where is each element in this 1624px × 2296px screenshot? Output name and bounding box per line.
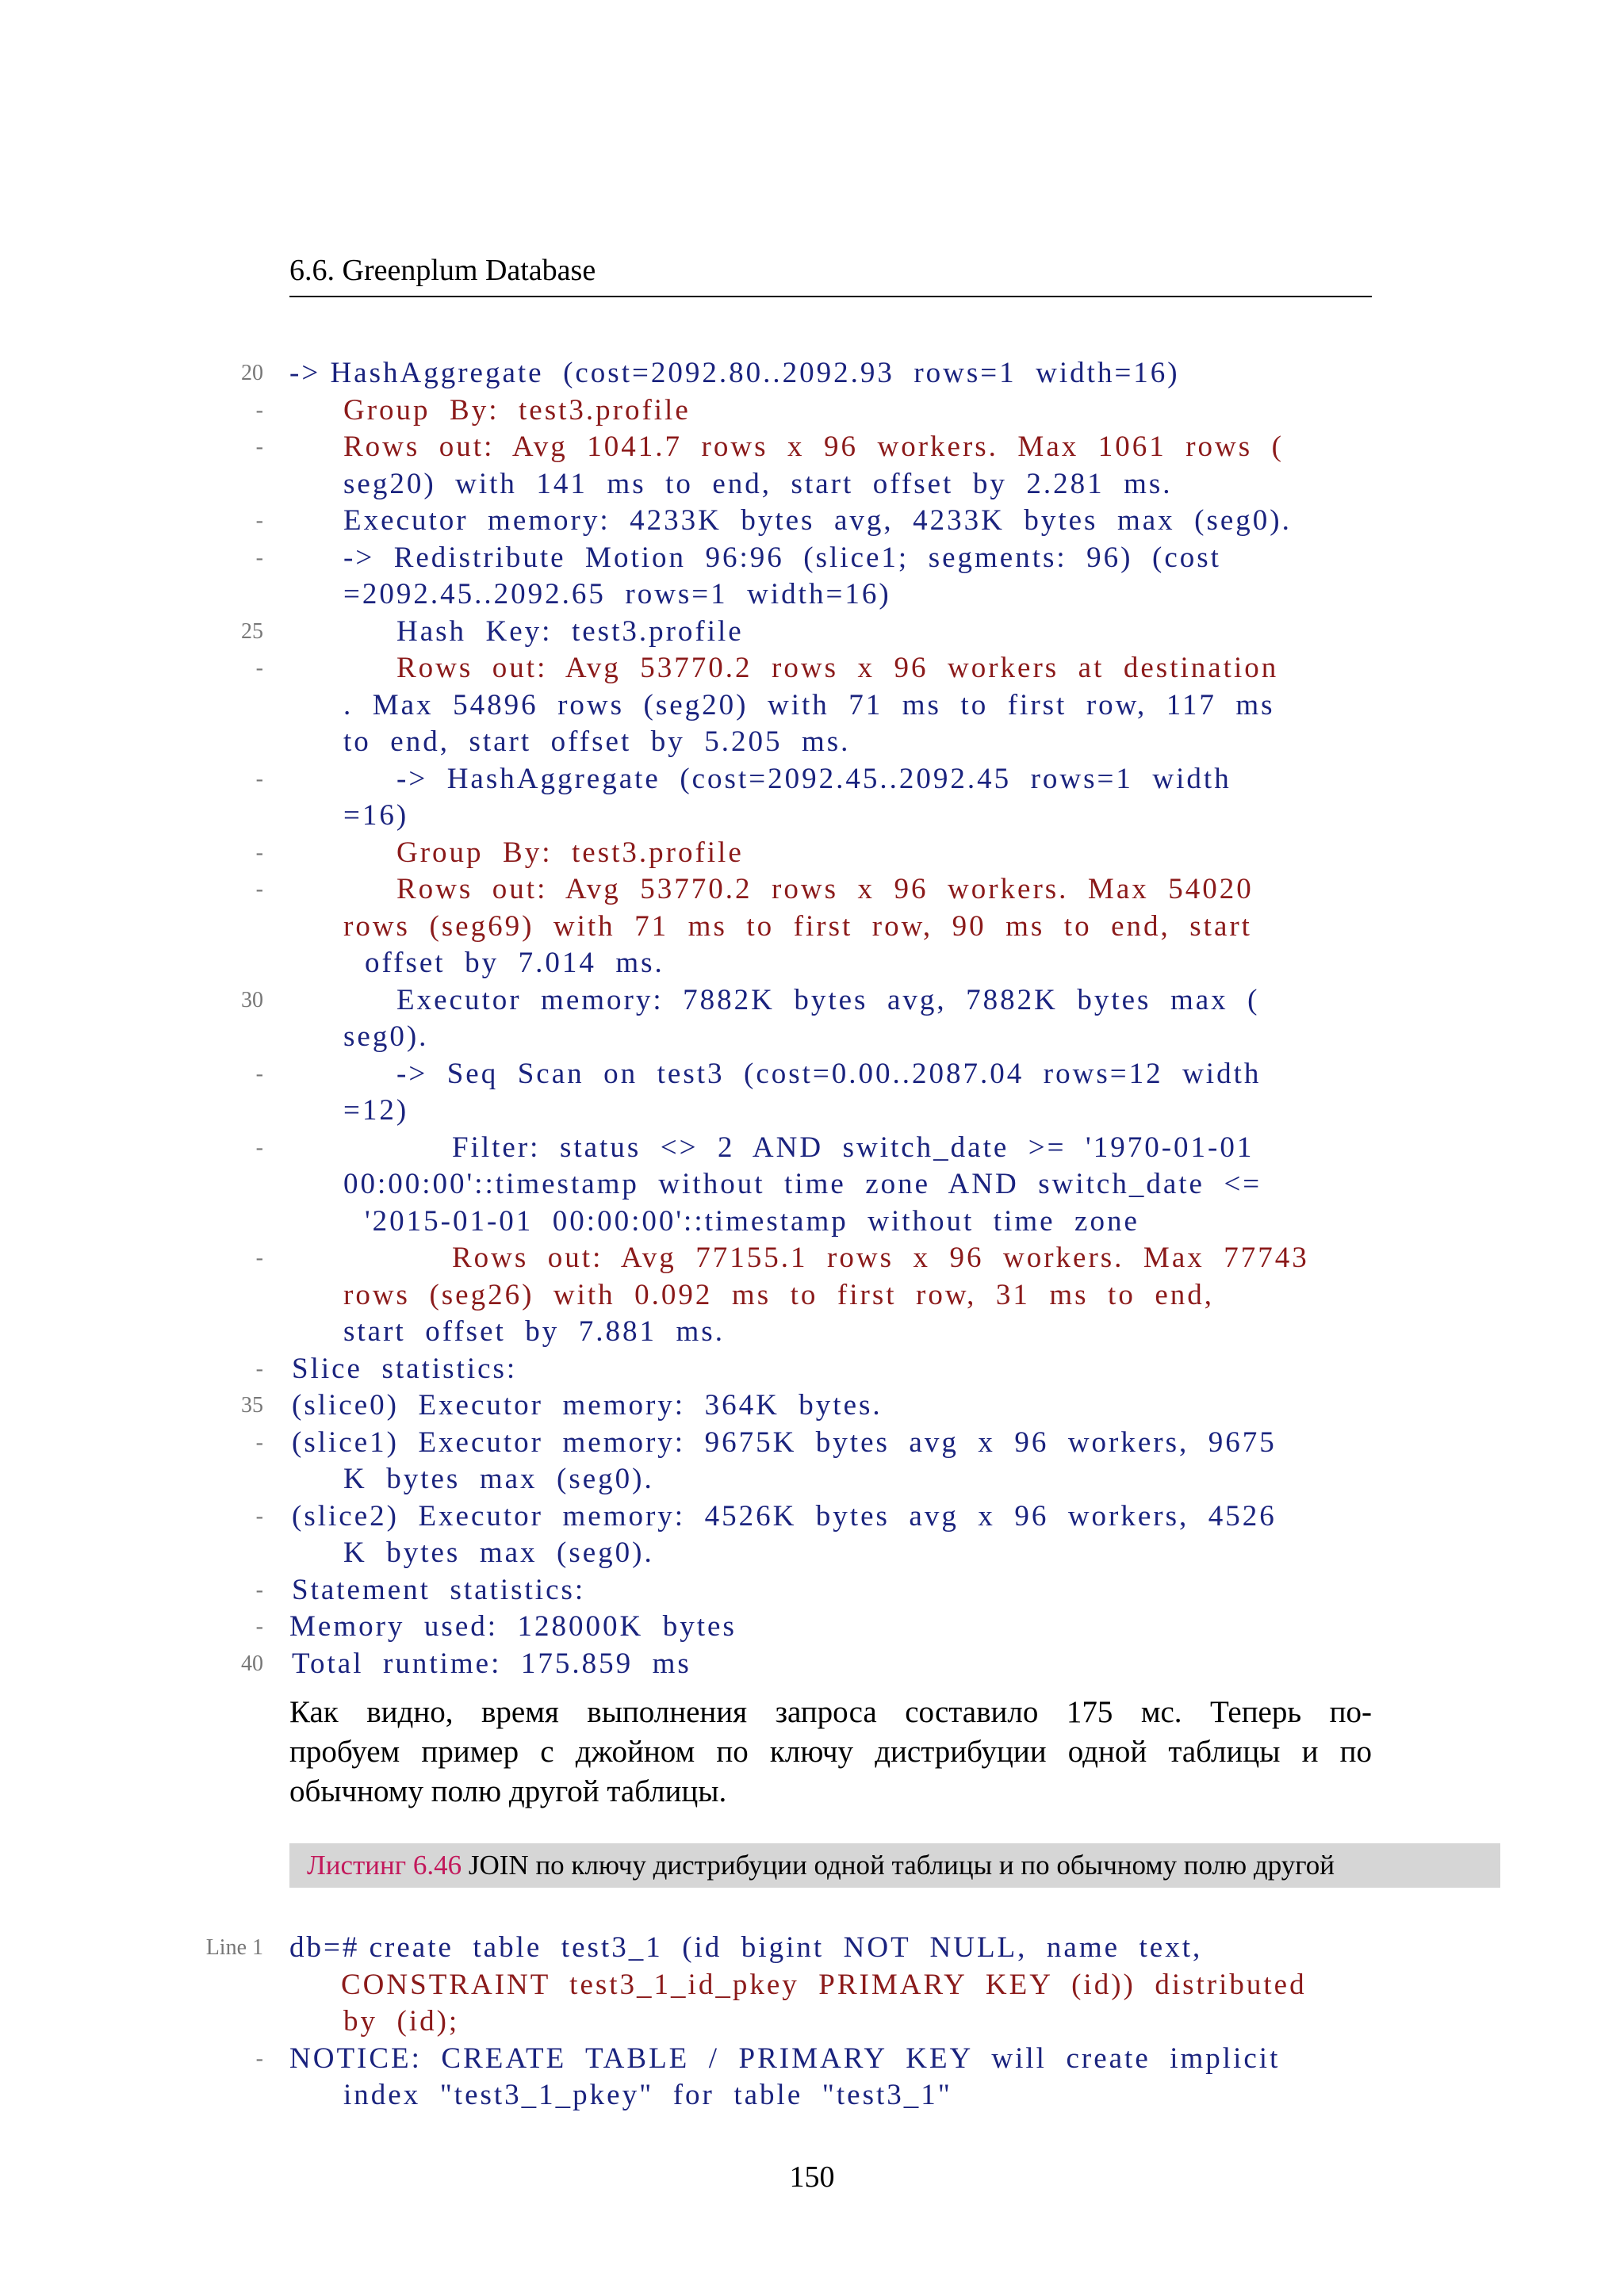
code-text: by (id);: [343, 2005, 460, 2038]
code-line: [0, 614, 1624, 650]
code-text: offset by 7.014 ms.: [365, 947, 665, 979]
code-line: [0, 1535, 1624, 1571]
code-line: [0, 2041, 1624, 2077]
code-line: [0, 687, 1624, 724]
code-line: [0, 761, 1624, 798]
code-text: -> HashAggregate (cost=2092.45..2092.45 rows=1 width: [396, 762, 1231, 795]
code-text: start offset by 7.881 ms.: [343, 1315, 725, 1348]
code-text: =12): [343, 1094, 409, 1127]
code-text: CONSTRAINT test3_1_id_pkey PRIMARY KEY (id)) distributed: [341, 1968, 1307, 2001]
line-number: 25: [241, 618, 263, 644]
code-text: Memory used: 128000K bytes: [289, 1610, 737, 1643]
line-number: -: [255, 2045, 263, 2071]
code-line: [0, 1019, 1624, 1055]
line-number: -: [255, 1246, 263, 1270]
line-number: -: [255, 1135, 263, 1160]
code-text: seg0).: [343, 1020, 429, 1053]
code-text: (slice1) Executor memory: 9675K bytes avg x 96 workers, 9675: [292, 1425, 1277, 1459]
code-text: Executor memory: 4233K bytes avg, 4233K bytes max (seg0).: [343, 504, 1292, 537]
line-number: 20: [241, 361, 263, 385]
listing-caption-bar: [289, 1843, 1500, 1888]
code-text: Slice statistics:: [292, 1352, 518, 1385]
listing-caption-label: Листинг 6.46: [307, 1850, 462, 1881]
code-line: [0, 1203, 1624, 1240]
code-line: [0, 798, 1624, 834]
code-line: [0, 1166, 1624, 1203]
line-number: -: [255, 1614, 263, 1639]
code-line: [0, 835, 1624, 871]
code-text: Executor memory: 7882K bytes avg, 7882K bytes max (: [396, 983, 1260, 1016]
line-number: 30: [241, 987, 263, 1012]
code-text: =2092.45..2092.65 rows=1 width=16): [343, 578, 891, 610]
code-line: [0, 1461, 1624, 1498]
code-line: [0, 1930, 1624, 1966]
code-text: Rows out: Avg 53770.2 rows x 96 workers at destination: [396, 652, 1279, 684]
code-text: seg20) with 141 ms to end, start offset by 2.281 ms.: [343, 467, 1173, 500]
code-line: [0, 945, 1624, 982]
code-line: [0, 650, 1624, 687]
code-text: . Max 54896 rows (seg20) with 71 ms to first row, 117 ms: [343, 688, 1275, 721]
code-text: Group By: test3.profile: [343, 393, 691, 427]
code-line: [0, 724, 1624, 760]
line-number: -: [255, 1577, 263, 1602]
code-text: Rows out: Avg 77155.1 rows x 96 workers. Max 77743: [452, 1242, 1309, 1274]
code-text: -> Redistribute Motion 96:96 (slice1; segments: 96) (cost: [343, 541, 1221, 574]
listing-caption-text: JOIN по ключу дистрибуции одной таблицы и по обычному полю другой: [462, 1850, 1335, 1881]
code-text: Rows out: Avg 53770.2 rows x 96 workers. Max 54020: [396, 873, 1254, 905]
code-text: Hash Key: test3.profile: [396, 614, 744, 648]
page-number: 150: [789, 2160, 835, 2194]
code-text: 00:00:00'::timestamp without time zone AND switch_date <=: [343, 1168, 1262, 1200]
line-number: -: [255, 1503, 263, 1529]
code-text: (slice2) Executor memory: 4526K bytes avg x 96 workers, 4526: [292, 1499, 1277, 1533]
code-text: Rows out: Avg 1041.7 rows x 96 workers. Max 1061 rows (: [343, 430, 1284, 463]
paragraph-line: Как видно, время выполнения запроса составило 175 мс. Теперь по-: [289, 1695, 1372, 1729]
code-line: [0, 1056, 1624, 1093]
code-text: -> HashAggregate (cost=2092.80..2092.93 rows=1 width=16): [289, 357, 1180, 389]
code-line: [0, 871, 1624, 908]
code-line: [0, 1387, 1624, 1424]
code-line: [0, 540, 1624, 576]
line-number: -: [255, 434, 263, 459]
code-text: K bytes max (seg0).: [343, 1463, 654, 1495]
line-number: -: [255, 766, 263, 791]
code-line: [0, 576, 1624, 613]
code-text: Statement statistics:: [292, 1573, 586, 1606]
line-number: 35: [241, 1393, 263, 1418]
running-header: 6.6. Greenplum Database: [289, 254, 596, 287]
code-line: [0, 1609, 1624, 1645]
code-line: [0, 355, 1624, 392]
line-number: -: [255, 1356, 263, 1381]
code-line: [0, 1572, 1624, 1609]
code-line: [0, 1240, 1624, 1276]
line-number: -: [255, 545, 263, 570]
code-text: -> Seq Scan on test3 (cost=0.00..2087.04 rows=12 width: [396, 1057, 1262, 1090]
code-text: =16): [343, 799, 409, 832]
code-line: [0, 1277, 1624, 1314]
code-text: rows (seg26) with 0.092 ms to first row, 31 ms to end,: [343, 1278, 1215, 1311]
code-text: Filter: status <> 2 AND switch_date >= '1970-01-01: [452, 1131, 1254, 1164]
code-line: [0, 1351, 1624, 1387]
line-number: 40: [241, 1651, 263, 1676]
code-line: [0, 1967, 1624, 2003]
paragraph-line: пробуем пример с джойном по ключу дистрибуции одной таблицы и по: [289, 1735, 1372, 1769]
code-line: [0, 429, 1624, 465]
code-text: '2015-01-01 00:00:00'::timestamp without time zone: [365, 1204, 1139, 1238]
code-line: [0, 392, 1624, 429]
line-number: -: [255, 397, 263, 423]
code-line: [0, 1314, 1624, 1350]
code-text: NOTICE: CREATE TABLE / PRIMARY KEY will create implicit: [289, 2042, 1281, 2075]
paragraph-line: обычному полю другой таблицы.: [289, 1774, 727, 1808]
code-line: [0, 1425, 1624, 1461]
code-text: K bytes max (seg0).: [343, 1536, 654, 1569]
code-line: [0, 2077, 1624, 2114]
code-text: db=# create table test3_1 (id bigint NOT NULL, name text,: [289, 1931, 1203, 1964]
code-text: Total runtime: 175.859 ms: [292, 1647, 691, 1680]
code-line: [0, 909, 1624, 945]
line-number: -: [255, 877, 263, 901]
listing-caption: [307, 1843, 1335, 1888]
line-number: -: [255, 1061, 263, 1086]
code-line: [0, 503, 1624, 539]
code-line: [0, 1130, 1624, 1166]
code-text: (slice0) Executor memory: 364K bytes.: [292, 1389, 883, 1422]
code-text: to end, start offset by 5.205 ms.: [343, 725, 851, 758]
line-number: -: [255, 840, 263, 865]
code-text: rows (seg69) with 71 ms to first row, 90 ms to end, start: [343, 909, 1252, 943]
body-paragraph: [289, 1693, 1372, 1812]
code-line: [0, 1093, 1624, 1129]
header-rule: [289, 296, 1372, 297]
code-text: Group By: test3.profile: [396, 836, 744, 869]
code-line: [0, 2003, 1624, 2040]
code-line: [0, 466, 1624, 503]
code-line: [0, 982, 1624, 1019]
code-line: [0, 1646, 1624, 1682]
line-number: -: [255, 1429, 263, 1455]
line-number: Line 1: [205, 1935, 263, 1960]
line-number: -: [255, 508, 263, 533]
code-text: index "test3_1_pkey" for table "test3_1": [343, 2079, 952, 2111]
line-number: -: [255, 656, 263, 680]
code-line: [0, 1498, 1624, 1535]
